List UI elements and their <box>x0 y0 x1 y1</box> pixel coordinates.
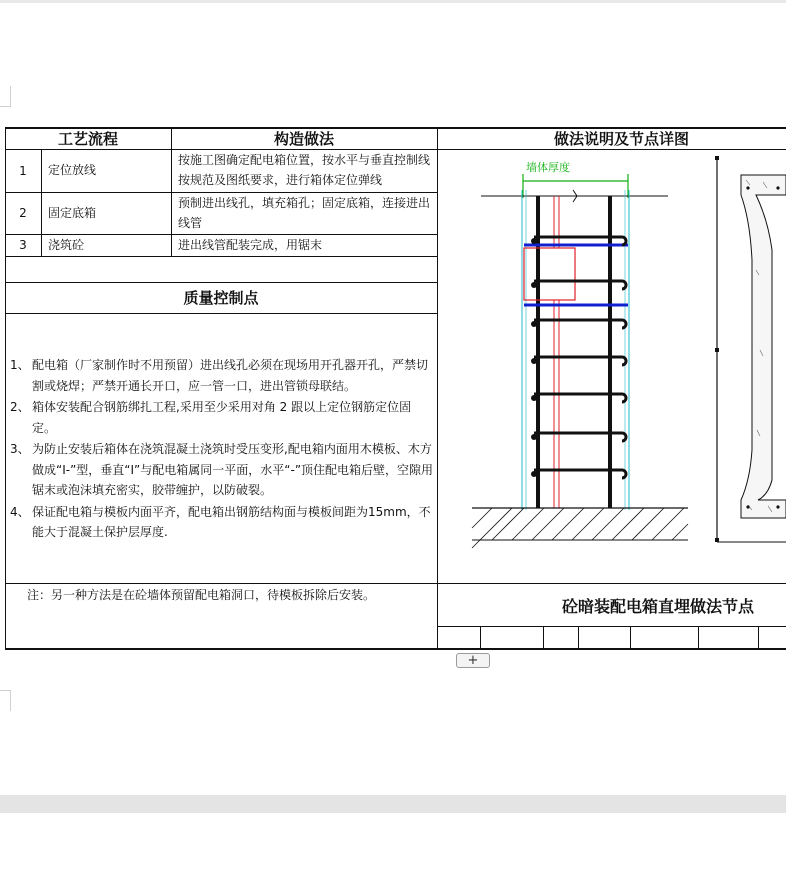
table-line <box>5 256 437 257</box>
construction-detail-drawing <box>438 150 786 550</box>
row-step: 浇筑砼 <box>48 238 85 252</box>
title-cell-divider <box>578 626 579 649</box>
quality-point-text: 为防止安装后箱体在浇筑混凝土浇筑时受压变形,配电箱内面用木模板、木方做成“I-”型，垂直“I”与配电箱属同一平面，水平“-”顶住配电箱后壁，空隙用锯末或泡沫填充密实，胶带缠护，以防破裂。 <box>32 442 434 497</box>
row-number: 2 <box>19 206 27 220</box>
rebar-section <box>531 395 537 401</box>
stirrup <box>534 433 626 441</box>
title-cell-divider <box>758 626 759 649</box>
row-method: 按施工图确定配电箱位置，按水平与垂直控制线按规范及图纸要求，进行箱体定位弹线 <box>178 153 431 187</box>
section-outline <box>741 175 786 518</box>
add-page-button[interactable]: + <box>456 653 490 668</box>
quality-point <box>10 355 435 396</box>
quality-point-index: 4、 <box>10 504 30 519</box>
table-line <box>437 626 786 627</box>
stirrup <box>534 470 626 478</box>
row-step: 固定底箱 <box>48 206 97 220</box>
rebar-section <box>531 471 537 477</box>
row-step: 定位放线 <box>48 163 97 177</box>
title-cell-divider <box>698 626 699 649</box>
drawing-title-cell <box>437 584 786 626</box>
table-line <box>5 313 437 314</box>
section-marker <box>715 348 719 352</box>
row-number: 3 <box>19 238 27 252</box>
stirrup <box>534 357 626 365</box>
row-method: 进出线管配装完成，用锯末 <box>178 238 323 252</box>
quality-point-text: 箱体安装配合钢筋绑扎工程,采用至少采用对角 2 跟以上定位钢筋定位固定。 <box>32 400 412 435</box>
section-marker <box>715 156 719 160</box>
table-border-bottom <box>5 648 786 650</box>
page-corner-marker <box>0 86 11 107</box>
row-method: 预制进出线孔，填充箱孔；固定底箱，连接进出线管 <box>178 196 431 230</box>
quality-point <box>10 397 435 438</box>
title-cell-divider <box>543 626 544 649</box>
rebar-section <box>531 282 537 288</box>
page-corner-marker <box>0 690 11 711</box>
note-text: 注：另一种方法是在砼墙体预留配电箱洞口，待模板拆除后安装。 <box>27 588 376 602</box>
rebar-section <box>531 238 537 244</box>
top-border <box>0 0 786 3</box>
quality-point-text: 配电箱（厂家制作时不用预留）进出线孔必须在现场用开孔器开孔，严禁切割或烧焊；严禁开通长开口，应一管一口，进出管锁母联结。 <box>32 358 429 393</box>
header-process: 工艺流程 <box>57 130 118 148</box>
rebar-section <box>531 321 537 327</box>
title-cell-divider <box>480 626 481 649</box>
quality-point-index: 1、 <box>10 358 30 372</box>
rebar-section <box>531 434 537 440</box>
quality-point-text: 保证配电箱与模板内面平齐，配电箱出钢筋结构面与模板间距为15mm，不能大于混凝土保护层厚度. <box>32 504 431 539</box>
quality-points <box>10 355 435 543</box>
section-marker <box>715 538 719 542</box>
wall-thickness-label: 墙体厚度 <box>526 161 570 174</box>
row-number: 1 <box>19 163 27 178</box>
quality-point-index: 2、 <box>10 400 30 414</box>
stirrup <box>534 281 626 289</box>
header-method: 构造做法 <box>273 130 334 148</box>
title-cell-divider <box>630 626 631 649</box>
page-gap <box>0 795 786 813</box>
header-detail: 做法说明及节点详图 <box>553 130 689 148</box>
quality-title: 质量控制点 <box>183 289 259 307</box>
distribution-box <box>524 248 575 300</box>
ground-hatch <box>472 508 688 548</box>
stirrup <box>534 320 626 328</box>
stirrup <box>534 394 626 402</box>
quality-point <box>10 439 435 501</box>
rebar-section <box>531 358 537 364</box>
drawing-title: 砼暗装配电箱直埋做法节点 <box>562 596 755 616</box>
quality-point-index: 3、 <box>10 442 30 456</box>
quality-point <box>10 502 435 543</box>
